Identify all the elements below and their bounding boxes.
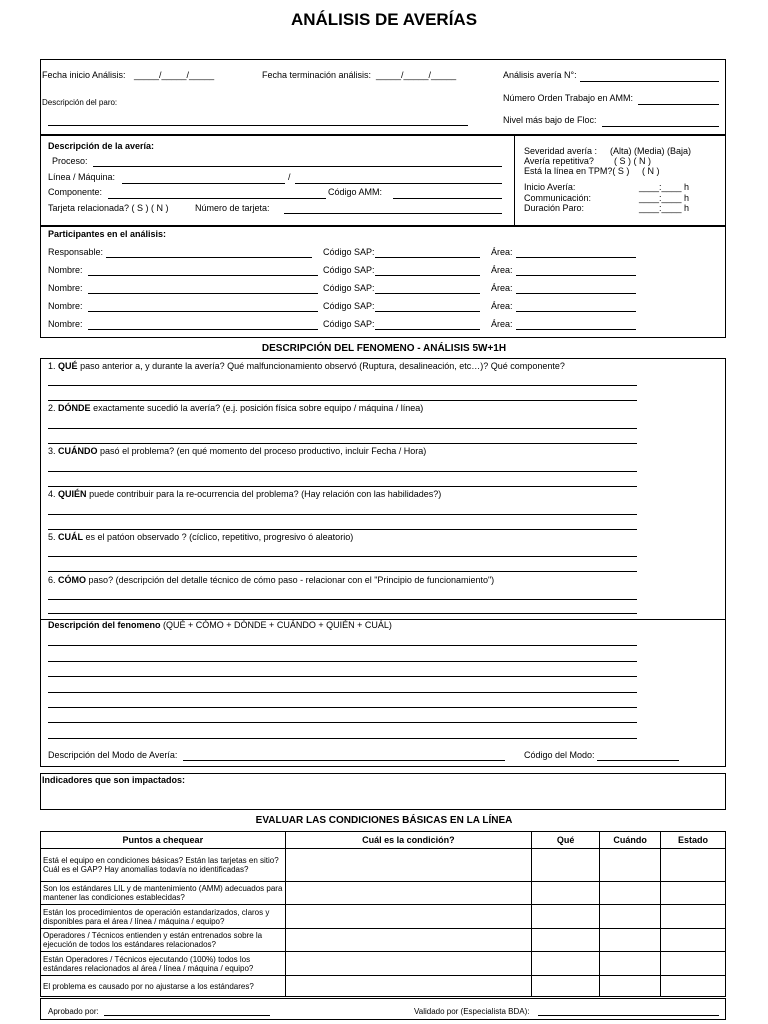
col-que-header: Qué xyxy=(532,832,600,849)
indicadores-heading: Indicadores que son impactados: xyxy=(42,775,186,785)
question-key: CUÁL xyxy=(58,532,84,542)
cuando-cell[interactable] xyxy=(600,929,661,952)
cuando-cell[interactable] xyxy=(600,976,661,997)
tpm-label[interactable]: Está la línea en TPM?( S ) xyxy=(524,166,630,176)
question-number: 5. xyxy=(48,532,56,542)
question-key: CUÁNDO xyxy=(58,446,98,456)
answer-line[interactable] xyxy=(48,428,637,429)
question-text xyxy=(48,361,565,372)
col-estado-header: Estado xyxy=(661,832,726,849)
maquina-field[interactable] xyxy=(295,183,502,184)
answer-line[interactable] xyxy=(48,599,637,600)
question-text xyxy=(48,532,353,543)
answer-line[interactable] xyxy=(48,443,637,444)
participant-area-label: Área: xyxy=(491,247,513,257)
question-key: DÓNDE xyxy=(58,403,91,413)
col-condicion-header: Cuál es la condición? xyxy=(285,832,532,849)
condicion-cell[interactable] xyxy=(285,952,532,976)
inicio-averia-label: Inicio Avería: xyxy=(524,182,576,192)
question-key: CÓMO xyxy=(58,575,87,585)
descripcion-fenomeno-formula: (QUÉ + CÓMO + DÓNDE + CUÁNDO + QUIÉN + CUÁL) xyxy=(163,620,392,630)
condiciones-heading: EVALUAR LAS CONDICIONES BÁSICAS EN LA LÍNEA xyxy=(255,815,513,826)
participant-area-field[interactable] xyxy=(516,257,636,258)
participant-name-field[interactable] xyxy=(106,257,312,258)
que-cell[interactable] xyxy=(532,849,600,882)
numero-orden-field[interactable] xyxy=(638,104,719,105)
estado-cell[interactable] xyxy=(661,976,726,997)
participant-role-label: Nombre: xyxy=(48,319,83,329)
table-row xyxy=(41,905,726,929)
participant-sap-field[interactable] xyxy=(375,257,480,258)
answer-line[interactable] xyxy=(48,529,637,530)
que-cell[interactable] xyxy=(532,952,600,976)
question-body: pasó el problema? (en qué momento del proceso productivo, incluir Fecha / Hora) xyxy=(100,446,427,456)
question-number: 3. xyxy=(48,446,56,456)
condicion-cell[interactable] xyxy=(285,976,532,997)
participant-sap-field[interactable] xyxy=(375,329,480,330)
modo-averia-label: Descripción del Modo de Avería: xyxy=(48,750,178,760)
table-row xyxy=(41,882,726,905)
codigo-modo-field[interactable] xyxy=(597,760,679,761)
question-text xyxy=(48,403,423,414)
col-cuando-header: Cuándo xyxy=(600,832,661,849)
participant-name-field[interactable] xyxy=(88,275,318,276)
participant-name-field[interactable] xyxy=(88,293,318,294)
que-cell[interactable] xyxy=(532,905,600,929)
participant-area-label: Área: xyxy=(491,319,513,329)
table-row xyxy=(41,929,726,952)
descripcion-paro-label: Descripción del paro: xyxy=(42,98,118,107)
que-cell[interactable] xyxy=(532,976,600,997)
question-body: exactamente sucedió la avería? (e.j. posición física sobre equipo / máquina / línea) xyxy=(93,403,424,413)
question-body: paso? (descripción del detalle técnico de cómo paso - relacionar con el "Principio de funcionamiento") xyxy=(88,575,495,585)
descripcion-fenomeno-line[interactable] xyxy=(48,722,637,723)
linea-field[interactable] xyxy=(122,183,285,184)
check-point: Operadores / Técnicos entienden y están entrenados sobre la ejecución de todos los estándares relacionados? xyxy=(41,929,286,952)
cuando-cell[interactable] xyxy=(600,952,661,976)
estado-cell[interactable] xyxy=(661,952,726,976)
estado-cell[interactable] xyxy=(661,849,726,882)
check-point: Están los procedimientos de operación estandarizados, claros y disponibles para el área / línea / máquina / equipo? xyxy=(41,905,286,929)
descripcion-paro-field[interactable] xyxy=(48,125,468,126)
que-cell[interactable] xyxy=(532,882,600,905)
fecha-inicio-label: Fecha inicio Análisis: xyxy=(42,70,126,80)
tarjeta-relacionada-label[interactable]: Tarjeta relacionada? ( S ) ( N ) xyxy=(48,203,169,213)
fecha-terminacion-field[interactable]: _____/_____/_____ xyxy=(376,70,457,80)
descripcion-fenomeno-heading: Descripción del fenomeno xyxy=(48,620,161,630)
check-point: Son los estándares LIL y de mantenimiento (AMM) adecuados para mantener las condiciones establecidas? xyxy=(41,882,286,905)
table-row xyxy=(41,976,726,997)
footer-section xyxy=(40,998,726,1020)
question-body: es el patóon observado ? (cíclico, repetitivo, progresivo ó aleatorio) xyxy=(85,532,354,542)
col-puntos-header: Puntos a chequear xyxy=(41,832,286,849)
analisis-averia-no-label: Análisis avería N°: xyxy=(503,70,577,80)
nivel-floc-label: Nivel más bajo de Floc: xyxy=(503,115,597,125)
participant-name-field[interactable] xyxy=(88,311,318,312)
fenomeno-section xyxy=(40,358,726,767)
condicion-cell[interactable] xyxy=(285,929,532,952)
codigo-modo-label: Código del Modo: xyxy=(524,750,595,760)
participant-name-field[interactable] xyxy=(88,329,318,330)
comunicacion-label: Communicación: xyxy=(524,193,592,203)
question-number: 6. xyxy=(48,575,56,585)
question-text xyxy=(48,575,494,586)
tpm-options[interactable]: ( N ) xyxy=(642,166,660,176)
repetitiva-label: Avería repetitiva? xyxy=(524,156,594,166)
codigo-amm-label: Código AMM: xyxy=(328,187,383,197)
validado-label: Validado por (Especialista BDA): xyxy=(414,1007,530,1016)
page-title: ANÁLISIS DE AVERÍAS xyxy=(290,10,478,29)
table-row xyxy=(41,849,726,882)
check-point: Está el equipo en condiciones básicas? Están las tarjetas en sitio? Cuál es el GAP? Hay anomalías todavía no identificadas? xyxy=(41,849,286,882)
averia-heading: Descripción de la avería: xyxy=(48,141,155,151)
fecha-terminacion-label: Fecha terminación análisis: xyxy=(262,70,372,80)
numero-orden-label: Número Orden Trabajo en AMM: xyxy=(503,93,634,103)
check-point: Están Operadores / Técnicos ejecutando (100%) todos los estándares relacionados al área / línea / máquina / equipo? xyxy=(41,952,286,976)
proceso-field[interactable] xyxy=(93,166,502,167)
question-text xyxy=(48,489,441,500)
question-body: paso anterior a, y durante la avería? Qué malfuncionamiento observó (Ruptura, desalineación, etc…)? Qué componente? xyxy=(80,361,565,371)
question-number: 2. xyxy=(48,403,56,413)
descripcion-fenomeno-line[interactable] xyxy=(48,661,637,662)
answer-line[interactable] xyxy=(48,486,637,487)
participant-sap-field[interactable] xyxy=(375,311,480,312)
participant-sap-label: Código SAP: xyxy=(323,265,375,275)
proceso-label: Proceso: xyxy=(52,156,88,166)
linea-maquina-label: Línea / Máquina: xyxy=(48,172,116,182)
condicion-cell[interactable] xyxy=(285,882,532,905)
linea-slash: / xyxy=(288,172,291,182)
modo-averia-field[interactable] xyxy=(183,760,505,761)
aprobado-label: Aprobado por: xyxy=(48,1007,99,1016)
estado-cell[interactable] xyxy=(661,905,726,929)
componente-field[interactable] xyxy=(108,198,326,199)
answer-line[interactable] xyxy=(48,571,637,572)
answer-line[interactable] xyxy=(48,385,637,386)
answer-line[interactable] xyxy=(48,471,637,472)
question-key: QUÉ xyxy=(58,361,78,371)
participant-role-label: Nombre: xyxy=(48,265,83,275)
averia-divider xyxy=(514,135,515,226)
question-number: 1. xyxy=(48,361,56,371)
participant-area-field[interactable] xyxy=(516,311,636,312)
nivel-floc-field[interactable] xyxy=(602,126,719,127)
condicion-cell[interactable] xyxy=(285,849,532,882)
table-header-row xyxy=(41,832,726,849)
severidad-options[interactable]: (Alta) (Media) (Baja) xyxy=(610,146,692,156)
codigo-amm-field[interactable] xyxy=(393,198,502,199)
question-number: 4. xyxy=(48,489,56,499)
answer-line[interactable] xyxy=(48,400,637,401)
condiciones-table xyxy=(40,831,726,997)
cuando-cell[interactable] xyxy=(600,882,661,905)
descripcion-fenomeno-line[interactable] xyxy=(48,707,637,708)
participant-area-field[interactable] xyxy=(516,329,636,330)
componente-label: Componente: xyxy=(48,187,103,197)
condicion-cell[interactable] xyxy=(285,905,532,929)
question-body: puede contribuir para la re-ocurrencia del problema? (Hay relación con las habilidades?) xyxy=(89,489,442,499)
participant-sap-label: Código SAP: xyxy=(323,283,375,293)
numero-tarjeta-label: Número de tarjeta: xyxy=(195,203,270,213)
que-cell[interactable] xyxy=(532,929,600,952)
descripcion-fenomeno-line[interactable] xyxy=(48,676,637,677)
comunicacion-field[interactable]: ____:____ h xyxy=(639,193,690,203)
participant-area-label: Área: xyxy=(491,265,513,275)
participant-role-label: Nombre: xyxy=(48,283,83,293)
participant-sap-label: Código SAP: xyxy=(323,301,375,311)
descripcion-fenomeno-line[interactable] xyxy=(48,692,637,693)
answer-line[interactable] xyxy=(48,514,637,515)
descripcion-fenomeno-line[interactable] xyxy=(48,738,637,739)
question-text xyxy=(48,446,426,457)
fecha-inicio-field[interactable]: _____/_____/_____ xyxy=(134,70,215,80)
aprobado-field[interactable] xyxy=(104,1015,270,1016)
participant-sap-field[interactable] xyxy=(375,293,480,294)
repetitiva-options[interactable]: ( S ) ( N ) xyxy=(614,156,651,166)
analisis-averia-no-field[interactable] xyxy=(580,81,719,82)
participant-area-field[interactable] xyxy=(516,275,636,276)
check-point: El problema es causado por no ajustarse a los estándares? xyxy=(41,976,286,997)
descripcion-fenomeno-line[interactable] xyxy=(48,645,637,646)
answer-line[interactable] xyxy=(48,556,637,557)
participantes-section xyxy=(40,226,726,338)
duracion-paro-label: Duración Paro: xyxy=(524,203,585,213)
fenomeno-heading: DESCRIPCIÓN DEL FENOMENO - ANÁLISIS 5W+1H xyxy=(261,343,507,354)
participant-role-label: Responsable: xyxy=(48,247,104,257)
cuando-cell[interactable] xyxy=(600,905,661,929)
duracion-paro-field[interactable]: ____:____ h xyxy=(639,203,690,213)
severidad-label: Severidad avería : xyxy=(524,146,598,156)
participant-area-field[interactable] xyxy=(516,293,636,294)
participant-area-label: Área: xyxy=(491,283,513,293)
participant-role-label: Nombre: xyxy=(48,301,83,311)
participant-sap-label: Código SAP: xyxy=(323,319,375,329)
question-key: QUIÉN xyxy=(58,489,87,499)
table-row xyxy=(41,952,726,976)
descripcion-fenomeno-label xyxy=(48,620,392,631)
estado-cell[interactable] xyxy=(661,929,726,952)
answer-line[interactable] xyxy=(48,613,637,614)
participant-sap-field[interactable] xyxy=(375,275,480,276)
participantes-heading: Participantes en el análisis: xyxy=(48,229,167,239)
validado-field[interactable] xyxy=(538,1015,719,1016)
participant-area-label: Área: xyxy=(491,301,513,311)
participant-sap-label: Código SAP: xyxy=(323,247,375,257)
inicio-averia-field[interactable]: ____:____ h xyxy=(639,182,690,192)
numero-tarjeta-field[interactable] xyxy=(284,213,502,214)
cuando-cell[interactable] xyxy=(600,849,661,882)
estado-cell[interactable] xyxy=(661,882,726,905)
